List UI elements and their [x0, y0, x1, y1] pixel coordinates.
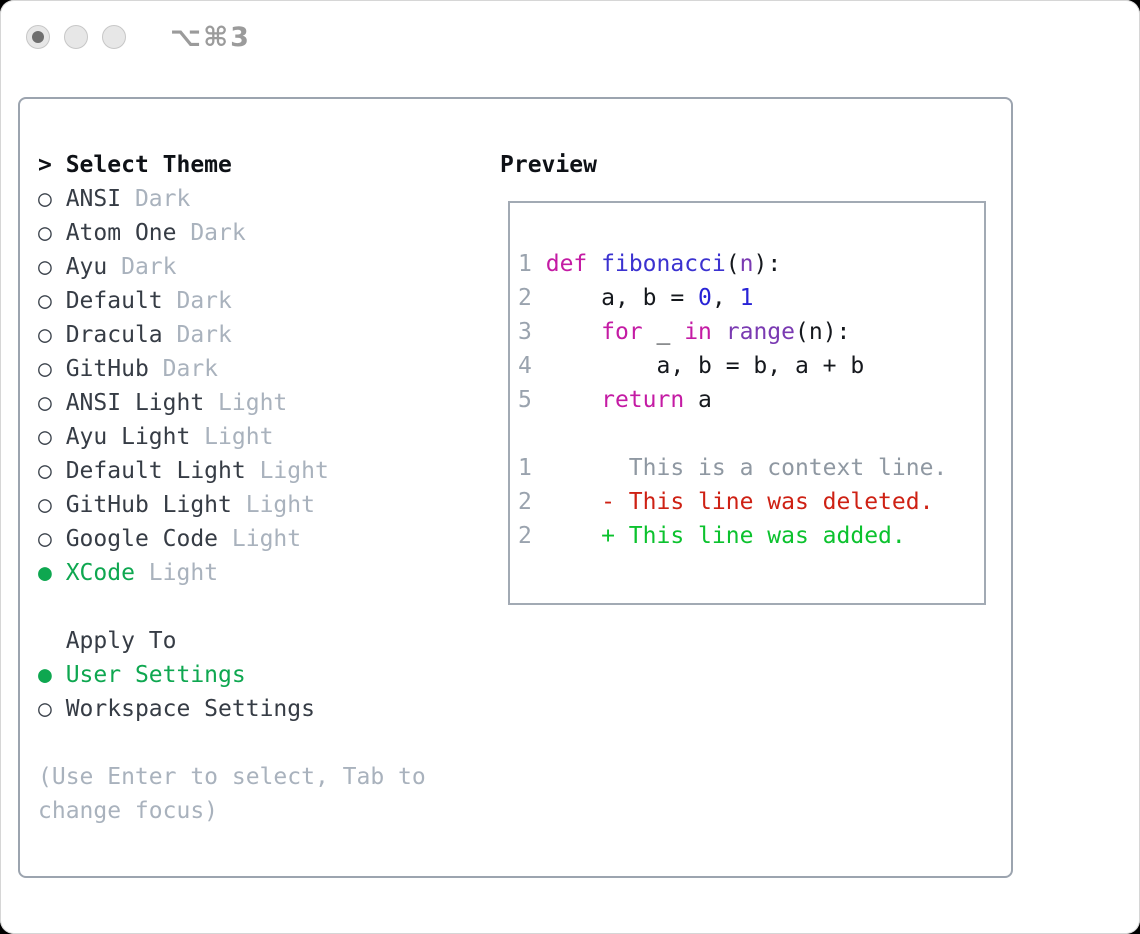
theme-option-github-light[interactable]: ○ GitHub Light Light: [38, 492, 315, 518]
code-line-8: 2 - This line was deleted.: [518, 489, 934, 515]
theme-option-ansi-light[interactable]: ○ ANSI Light Light: [38, 390, 288, 416]
hint-line-1: (Use Enter to select, Tab to: [38, 764, 426, 790]
theme-option-google-code[interactable]: ○ Google Code Light: [38, 526, 302, 552]
theme-option-default[interactable]: ○ Default Dark: [38, 288, 232, 314]
active-window-dot: [32, 31, 44, 43]
spacer-row: [38, 726, 426, 760]
preview-box: [508, 201, 986, 605]
theme-option-dracula[interactable]: ○ Dracula Dark: [38, 322, 232, 348]
theme-option-xcode[interactable]: ● XCode Light: [38, 560, 219, 586]
theme-option-github[interactable]: ○ GitHub Dark: [38, 356, 219, 382]
theme-option-default-light[interactable]: ○ Default Light Light: [38, 458, 329, 484]
code-line-1: 1 def fibonacci(n):: [518, 251, 782, 277]
code-blank-line: [518, 417, 984, 451]
code-line-5: 5 return a: [518, 387, 712, 413]
apply-to-header: Apply To: [65, 628, 177, 654]
theme-option-ayu-light[interactable]: ○ Ayu Light Light: [38, 424, 274, 450]
spacer-row: [38, 590, 426, 624]
select-theme-header: > Select Theme: [38, 152, 232, 178]
window-shortcut-label: ⌥⌘3: [170, 22, 251, 53]
code-preview: [510, 203, 984, 553]
theme-option-atom-one[interactable]: ○ Atom One Dark: [38, 220, 246, 246]
titlebar: [26, 25, 126, 49]
zoom-button[interactable]: [102, 25, 126, 49]
code-line-9: 2 + This line was added.: [518, 523, 906, 549]
code-line-4: 4 a, b = b, a + b: [518, 353, 865, 379]
minimize-button[interactable]: [64, 25, 88, 49]
apply-option-workspace-settings[interactable]: ○ Workspace Settings: [38, 696, 315, 722]
hint-line-2: change focus): [38, 798, 219, 824]
code-line-7: 1 This is a context line.: [518, 455, 948, 481]
apply-option-user-settings[interactable]: ● User Settings: [38, 662, 246, 688]
theme-list: [38, 148, 426, 828]
theme-option-ayu[interactable]: ○ Ayu Dark: [38, 254, 177, 280]
code-line-2: 2 a, b = 0, 1: [518, 285, 754, 311]
theme-option-ansi[interactable]: ○ ANSI Dark: [38, 186, 191, 212]
preview-title: Preview: [500, 152, 597, 178]
code-line-3: 3 for _ in range(n):: [518, 319, 851, 345]
close-button[interactable]: [26, 25, 50, 49]
